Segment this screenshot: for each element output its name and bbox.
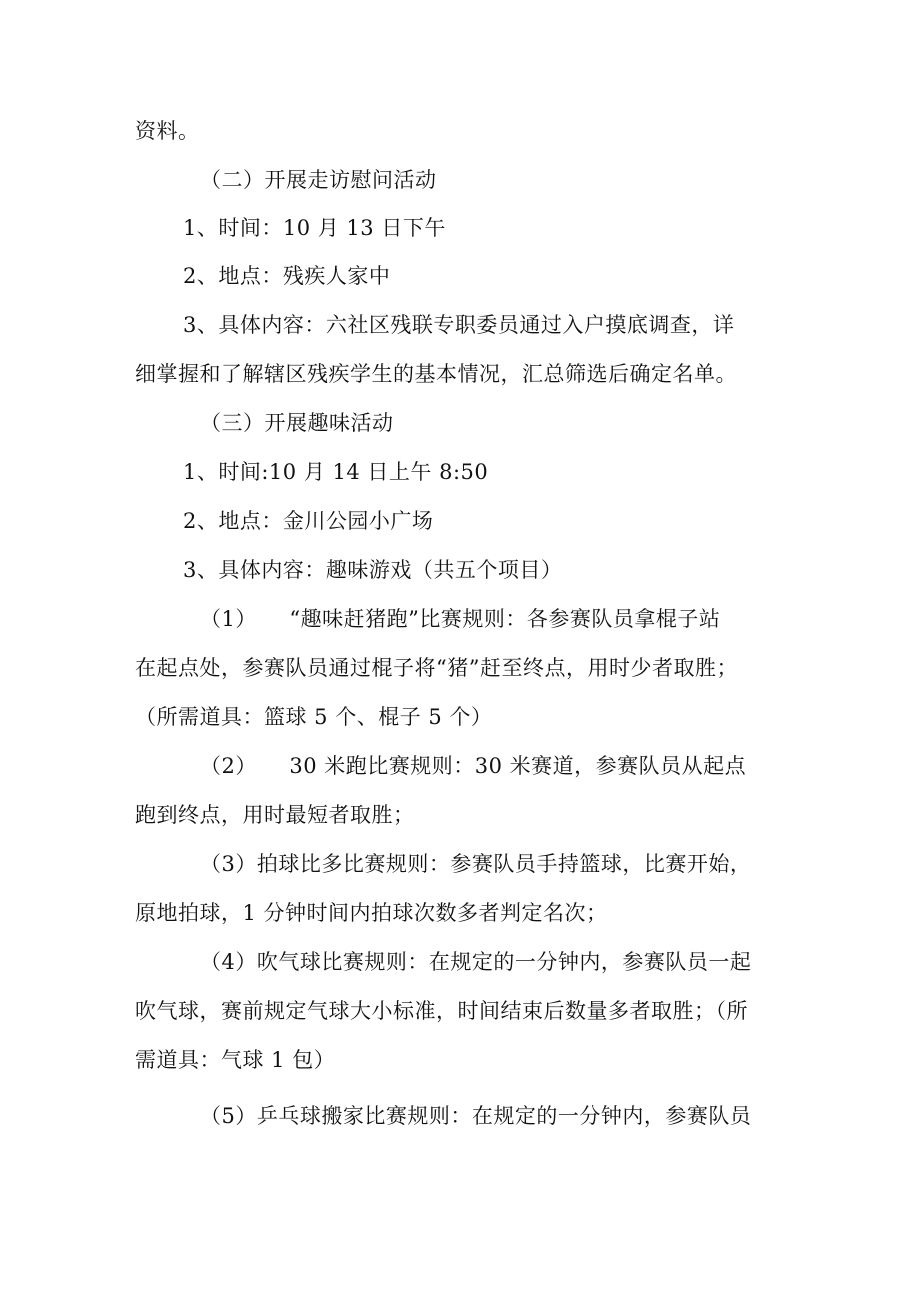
game-2-line: （2） 30 米跑比赛规则：30 米赛道，参赛队员从起点 (200, 754, 747, 778)
game-1-line-2: 在起点处，参赛队员通过棍子将“猪”赶至终点，用时少者取胜； (135, 656, 738, 680)
visit-content-line-2: 细掌握和了解辖区残疾学生的基本情况，汇总筛选后确定名单。 (135, 362, 737, 386)
game-3-line: （3）拍球比多比赛规则：参赛队员手持篮球，比赛开始， (200, 852, 752, 876)
section-heading-fun: （三）开展趣味活动 (200, 411, 394, 435)
paragraph-line-continuation: 资料。 (135, 119, 200, 143)
visit-content-line: 3、具体内容：六社区残联专职委员通过入户摸底调查，详 (183, 313, 735, 337)
game-2-line-2: 跑到终点，用时最短者取胜； (135, 803, 415, 827)
game-4-line-3: 需道具：气球 1 包） (135, 1048, 336, 1072)
section-heading-visit: （二）开展走访慰问活动 (200, 168, 437, 192)
fun-time-line: 1、时间:10 月 14 日上午 8:50 (183, 460, 489, 484)
game-4-line: （4）吹气球比赛规则：在规定的一分钟内，参赛队员一起 (200, 950, 752, 974)
fun-content-line: 3、具体内容：趣味游戏（共五个项目） (183, 558, 563, 582)
game-3-line-2: 原地拍球，1 分钟时间内拍球次数多者判定名次； (135, 901, 608, 925)
game-1-line-3: （所需道具：篮球 5 个、棍子 5 个） (135, 705, 493, 729)
game-5-line: （5）乒乓球搬家比赛规则：在规定的一分钟内，参赛队员 (200, 1104, 752, 1128)
visit-time-line: 1、时间：10 月 13 日下午 (183, 216, 446, 240)
fun-location-line: 2、地点：金川公园小广场 (183, 509, 434, 533)
game-4-line-2: 吹气球，赛前规定气球大小标准，时间结束后数量多者取胜；（所 (135, 999, 748, 1023)
visit-location-line: 2、地点：残疾人家中 (183, 264, 391, 288)
game-1-line: （1） “趣味赶猪跑”比赛规则：各参赛队员拿棍子站 (200, 607, 721, 631)
